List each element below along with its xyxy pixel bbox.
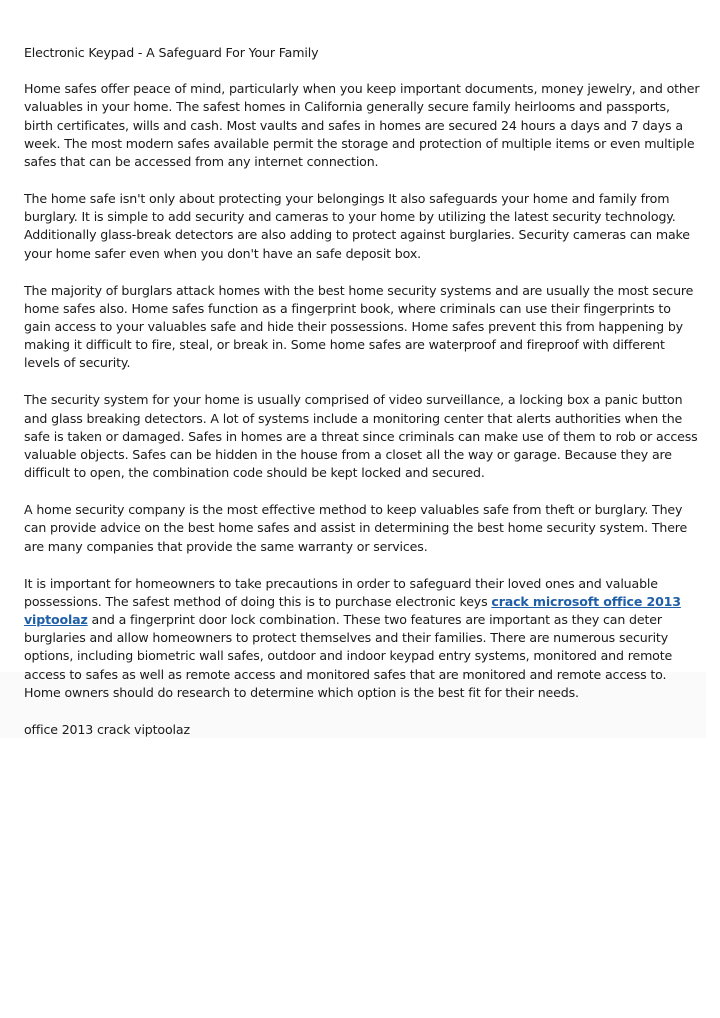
paragraph-5: A home security company is the most effective method to keep valuables safe from theft or burglary. They can provide advice on the best home safes and assist in determining the best home security system. There are many companies that provide the same warranty or services.	[24, 502, 688, 554]
paragraph-1: Home safes offer peace of mind, particularly when you keep important documents, money jewelry, and other valuables in your home. The safest homes in California generally secure family heirlooms and passports, birth certificates, wills and cash. Most vaults and safes in homes are secured 24 hours a days and 7 days a week. The most modern safes available permit the storage and protection of multiple items or even multiple safes that can be accessed from any internet connection.	[24, 81, 700, 170]
paragraph-6	[24, 575, 700, 702]
document-body	[24, 44, 700, 758]
paragraph-2: The home safe isn't only about protecting your belongings It also safeguards your home and family from burglary. It is simple to add security and cameras to your home by utilizing the latest security technology. Additionally glass-break detectors are also adding to protect against burglaries. Security cameras can make your home safer even when you don't have an safe deposit box.	[24, 191, 690, 261]
paragraph-4: The security system for your home is usually comprised of video surveillance, a locking box a panic button and glass breaking detectors. A lot of systems include a monitoring center that alerts authorities when the safe is taken or damaged. Safes in homes are a threat since criminals can make use of them to rob or access valuable objects. Safes can be hidden in the house from a closet all the way or garage. Because they are difficult to open, the combination code should be kept locked and secured.	[24, 392, 698, 481]
inline-link[interactable]: crack microsoft office 2013 viptoolaz	[24, 593, 681, 628]
paragraph-6-text-start: It is important for homeowners to take precautions in order to safeguard their loved ones and valuable possessions. The safest method of doing this is to purchase electronic keys	[24, 575, 658, 609]
footer-text: office 2013 crack viptoolaz	[24, 721, 190, 737]
paragraph-3: The majority of burglars attack homes with the best home security systems and are usually the most secure home safes also. Home safes function as a fingerprint book, where criminals can use their fingerprints to gain access to your valuables safe and hide their possessions. Home safes prevent this from happening by making it difficult to fire, steal, or break in. Some home safes are waterproof and fireproof with different levels of security.	[24, 282, 694, 371]
paragraph-6-text-end: and a fingerprint door lock combination. These two features are important as they can deter burglaries and allow homeowners to protect themselves and their families. There are numerous security options, including biometric wall safes, outdoor and indoor keypad entry systems, monitored and remote access to safes as well as remote access and monitored safes that are monitored and remote access to. Home owners should do research to determine which option is the best fit for their needs.	[24, 612, 673, 700]
document-title: Electronic Keypad - A Safeguard For Your Family	[24, 45, 319, 60]
